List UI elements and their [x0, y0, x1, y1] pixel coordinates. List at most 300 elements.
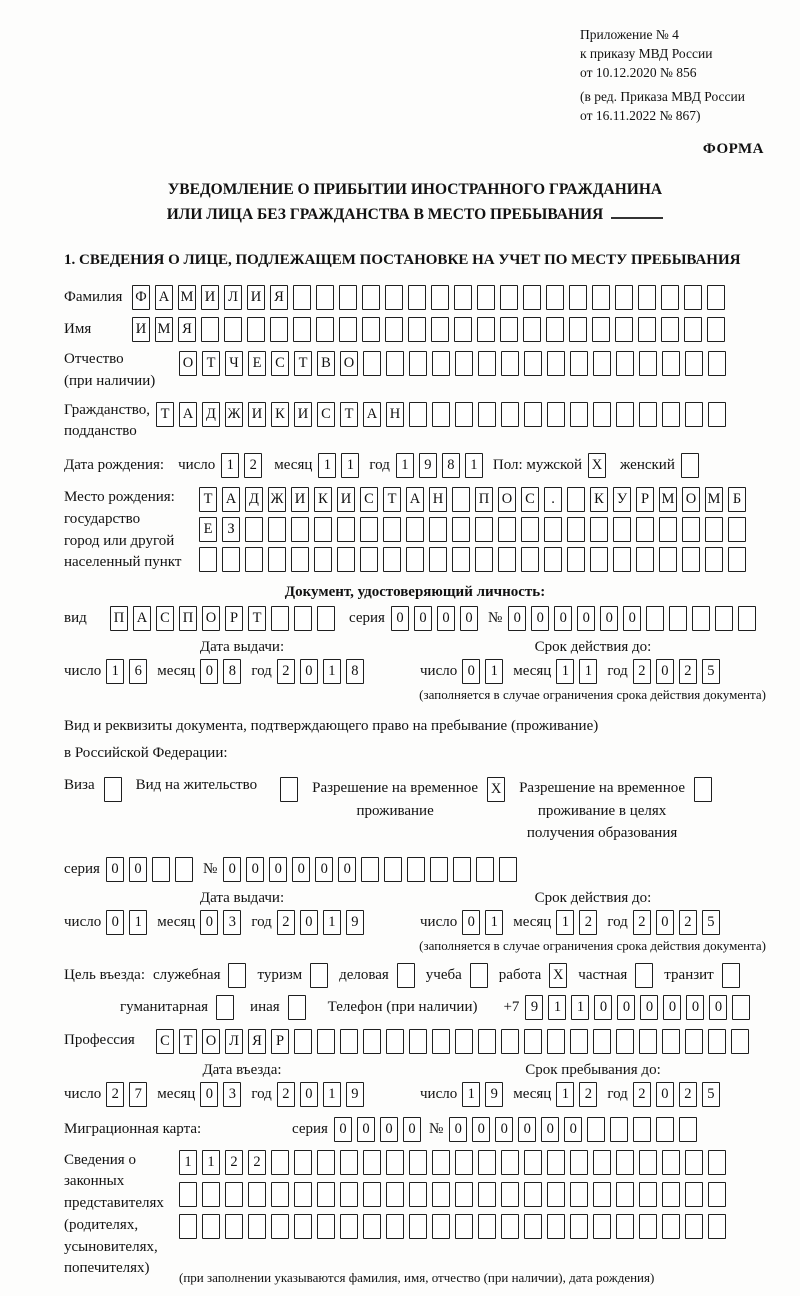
form-cell[interactable]: [225, 1182, 243, 1207]
form-cell[interactable]: [685, 1182, 703, 1207]
form-cell[interactable]: 2: [679, 659, 697, 684]
form-cell[interactable]: [475, 547, 493, 572]
form-cell[interactable]: [708, 1182, 726, 1207]
form-cell[interactable]: 1: [462, 1082, 480, 1107]
form-cell[interactable]: [707, 285, 725, 310]
form-cell[interactable]: [478, 1029, 496, 1054]
form-cell[interactable]: 0: [686, 995, 704, 1020]
form-cell[interactable]: 9: [419, 453, 437, 478]
form-cell[interactable]: 1: [106, 659, 124, 684]
form-cell[interactable]: [432, 1029, 450, 1054]
form-cell[interactable]: Н: [386, 402, 404, 427]
form-cell[interactable]: 0: [656, 659, 674, 684]
form-cell[interactable]: [500, 285, 518, 310]
form-cell[interactable]: О: [340, 351, 358, 376]
form-cell[interactable]: [646, 606, 664, 631]
form-cell[interactable]: [228, 963, 246, 988]
form-cell[interactable]: [501, 351, 519, 376]
form-cell[interactable]: 0: [106, 857, 124, 882]
form-cell[interactable]: С: [271, 351, 289, 376]
form-cell[interactable]: 1: [179, 1150, 197, 1175]
form-cell[interactable]: 1: [485, 910, 503, 935]
form-cell[interactable]: [455, 402, 473, 427]
form-cell[interactable]: О: [179, 351, 197, 376]
form-cell[interactable]: [662, 351, 680, 376]
form-cell[interactable]: [360, 517, 378, 542]
form-cell[interactable]: [201, 317, 219, 342]
form-cell[interactable]: [523, 285, 541, 310]
form-cell[interactable]: 1: [202, 1150, 220, 1175]
form-cell[interactable]: Б: [728, 487, 746, 512]
form-cell[interactable]: [293, 285, 311, 310]
form-cell[interactable]: 0: [269, 857, 287, 882]
form-cell[interactable]: [478, 1150, 496, 1175]
form-cell[interactable]: [715, 606, 733, 631]
form-cell[interactable]: [570, 1150, 588, 1175]
form-cell[interactable]: [708, 402, 726, 427]
form-cell[interactable]: [478, 351, 496, 376]
form-cell[interactable]: И: [132, 317, 150, 342]
form-cell[interactable]: [432, 1182, 450, 1207]
form-cell[interactable]: 2: [277, 1082, 295, 1107]
form-cell[interactable]: [363, 1214, 381, 1239]
form-cell[interactable]: [616, 1150, 634, 1175]
form-cell[interactable]: 2: [579, 1082, 597, 1107]
form-cell[interactable]: 0: [300, 910, 318, 935]
form-cell[interactable]: [615, 285, 633, 310]
form-cell[interactable]: [547, 1214, 565, 1239]
form-cell[interactable]: Р: [636, 487, 654, 512]
form-cell[interactable]: [616, 1029, 634, 1054]
form-cell[interactable]: И: [291, 487, 309, 512]
form-cell[interactable]: 0: [334, 1117, 352, 1142]
form-cell[interactable]: [271, 1214, 289, 1239]
form-cell[interactable]: [432, 351, 450, 376]
form-cell[interactable]: [567, 547, 585, 572]
form-cell[interactable]: 0: [531, 606, 549, 631]
form-cell[interactable]: [498, 517, 516, 542]
form-cell[interactable]: [633, 1117, 651, 1142]
form-cell[interactable]: [340, 1150, 358, 1175]
form-cell[interactable]: [501, 1214, 519, 1239]
form-cell[interactable]: [546, 285, 564, 310]
form-cell[interactable]: [546, 317, 564, 342]
form-cell[interactable]: [408, 317, 426, 342]
form-cell[interactable]: 0: [564, 1117, 582, 1142]
form-cell[interactable]: О: [202, 1029, 220, 1054]
form-cell[interactable]: [499, 857, 517, 882]
form-cell[interactable]: С: [156, 606, 174, 631]
form-cell[interactable]: [731, 1029, 749, 1054]
form-cell[interactable]: [340, 1182, 358, 1207]
form-cell[interactable]: 9: [346, 910, 364, 935]
form-cell[interactable]: 0: [709, 995, 727, 1020]
form-cell[interactable]: [317, 1150, 335, 1175]
form-cell[interactable]: А: [133, 606, 151, 631]
form-cell[interactable]: 2: [579, 910, 597, 935]
form-cell[interactable]: [544, 547, 562, 572]
form-cell[interactable]: 0: [656, 1082, 674, 1107]
form-cell[interactable]: [732, 995, 750, 1020]
form-cell[interactable]: [638, 285, 656, 310]
form-cell[interactable]: [409, 402, 427, 427]
form-cell[interactable]: [684, 317, 702, 342]
form-cell[interactable]: 0: [495, 1117, 513, 1142]
form-cell[interactable]: 6: [129, 659, 147, 684]
form-cell[interactable]: С: [317, 402, 335, 427]
form-cell[interactable]: 0: [640, 995, 658, 1020]
form-cell[interactable]: [521, 547, 539, 572]
form-cell[interactable]: [662, 1150, 680, 1175]
form-cell[interactable]: [685, 1150, 703, 1175]
form-cell[interactable]: [339, 285, 357, 310]
form-cell[interactable]: [639, 402, 657, 427]
form-cell[interactable]: 0: [200, 659, 218, 684]
form-cell[interactable]: 2: [277, 659, 295, 684]
form-cell[interactable]: [455, 1214, 473, 1239]
form-cell[interactable]: 0: [462, 910, 480, 935]
form-cell[interactable]: 0: [315, 857, 333, 882]
form-cell[interactable]: 5: [702, 1082, 720, 1107]
form-cell[interactable]: [544, 517, 562, 542]
form-cell[interactable]: 1: [571, 995, 589, 1020]
form-cell[interactable]: Ч: [225, 351, 243, 376]
form-cell[interactable]: 2: [277, 910, 295, 935]
form-cell[interactable]: [685, 1029, 703, 1054]
form-cell[interactable]: [569, 285, 587, 310]
form-cell[interactable]: [294, 1150, 312, 1175]
form-cell[interactable]: 0: [338, 857, 356, 882]
form-cell[interactable]: [679, 1117, 697, 1142]
form-cell[interactable]: [409, 1029, 427, 1054]
form-cell[interactable]: [271, 1150, 289, 1175]
form-cell[interactable]: [406, 547, 424, 572]
form-cell[interactable]: [199, 547, 217, 572]
form-cell[interactable]: [386, 1029, 404, 1054]
form-cell[interactable]: [570, 1182, 588, 1207]
form-cell[interactable]: Д: [202, 402, 220, 427]
form-cell[interactable]: 2: [244, 453, 262, 478]
form-cell[interactable]: К: [314, 487, 332, 512]
form-cell[interactable]: [363, 351, 381, 376]
form-cell[interactable]: X: [487, 777, 505, 802]
form-cell[interactable]: [455, 1029, 473, 1054]
form-cell[interactable]: 0: [223, 857, 241, 882]
form-cell[interactable]: [639, 1182, 657, 1207]
form-cell[interactable]: Е: [248, 351, 266, 376]
form-cell[interactable]: [386, 1182, 404, 1207]
form-cell[interactable]: [501, 1150, 519, 1175]
form-cell[interactable]: [202, 1214, 220, 1239]
form-cell[interactable]: 0: [414, 606, 432, 631]
form-cell[interactable]: [477, 317, 495, 342]
form-cell[interactable]: 5: [702, 659, 720, 684]
form-cell[interactable]: [430, 857, 448, 882]
form-cell[interactable]: [705, 517, 723, 542]
form-cell[interactable]: Ж: [225, 402, 243, 427]
form-cell[interactable]: С: [156, 1029, 174, 1054]
form-cell[interactable]: 0: [594, 995, 612, 1020]
form-cell[interactable]: А: [222, 487, 240, 512]
form-cell[interactable]: [362, 317, 380, 342]
form-cell[interactable]: 0: [656, 910, 674, 935]
form-cell[interactable]: [501, 1029, 519, 1054]
form-cell[interactable]: [452, 517, 470, 542]
form-cell[interactable]: 2: [106, 1082, 124, 1107]
form-cell[interactable]: [225, 1214, 243, 1239]
form-cell[interactable]: [386, 1214, 404, 1239]
form-cell[interactable]: О: [498, 487, 516, 512]
form-cell[interactable]: X: [588, 453, 606, 478]
form-cell[interactable]: [268, 517, 286, 542]
form-cell[interactable]: [662, 402, 680, 427]
form-cell[interactable]: 1: [396, 453, 414, 478]
form-cell[interactable]: [682, 547, 700, 572]
form-cell[interactable]: [708, 1029, 726, 1054]
form-cell[interactable]: [547, 402, 565, 427]
form-cell[interactable]: [501, 402, 519, 427]
form-cell[interactable]: [432, 1150, 450, 1175]
form-cell[interactable]: 2: [248, 1150, 266, 1175]
form-cell[interactable]: 0: [292, 857, 310, 882]
form-cell[interactable]: [708, 1214, 726, 1239]
form-cell[interactable]: [386, 1150, 404, 1175]
form-cell[interactable]: [409, 1150, 427, 1175]
form-cell[interactable]: С: [360, 487, 378, 512]
form-cell[interactable]: [409, 1214, 427, 1239]
form-cell[interactable]: [659, 517, 677, 542]
form-cell[interactable]: [669, 606, 687, 631]
form-cell[interactable]: [684, 285, 702, 310]
form-cell[interactable]: Т: [340, 402, 358, 427]
form-cell[interactable]: [616, 1182, 634, 1207]
form-cell[interactable]: 1: [341, 453, 359, 478]
form-cell[interactable]: [317, 1029, 335, 1054]
form-cell[interactable]: У: [613, 487, 631, 512]
form-cell[interactable]: 0: [541, 1117, 559, 1142]
form-cell[interactable]: [662, 1029, 680, 1054]
title-blank-line[interactable]: [611, 205, 663, 219]
form-cell[interactable]: 0: [200, 910, 218, 935]
form-cell[interactable]: [616, 351, 634, 376]
form-cell[interactable]: [291, 517, 309, 542]
form-cell[interactable]: [386, 351, 404, 376]
form-cell[interactable]: [547, 1150, 565, 1175]
form-cell[interactable]: П: [179, 606, 197, 631]
form-cell[interactable]: 5: [702, 910, 720, 935]
form-cell[interactable]: 1: [129, 910, 147, 935]
form-cell[interactable]: 0: [391, 606, 409, 631]
form-cell[interactable]: [409, 1182, 427, 1207]
form-cell[interactable]: [432, 402, 450, 427]
form-cell[interactable]: [524, 402, 542, 427]
form-cell[interactable]: Л: [225, 1029, 243, 1054]
form-cell[interactable]: [523, 317, 541, 342]
form-cell[interactable]: [339, 317, 357, 342]
form-cell[interactable]: [317, 606, 335, 631]
form-cell[interactable]: [524, 1182, 542, 1207]
form-cell[interactable]: [385, 317, 403, 342]
form-cell[interactable]: [455, 351, 473, 376]
form-cell[interactable]: [314, 547, 332, 572]
form-cell[interactable]: М: [705, 487, 723, 512]
form-cell[interactable]: Я: [270, 285, 288, 310]
form-cell[interactable]: [362, 285, 380, 310]
form-cell[interactable]: 1: [323, 910, 341, 935]
form-cell[interactable]: [662, 1182, 680, 1207]
form-cell[interactable]: [661, 285, 679, 310]
form-cell[interactable]: [593, 1029, 611, 1054]
form-cell[interactable]: [270, 317, 288, 342]
form-cell[interactable]: [590, 517, 608, 542]
form-cell[interactable]: [314, 517, 332, 542]
form-cell[interactable]: [728, 547, 746, 572]
form-cell[interactable]: [340, 1214, 358, 1239]
form-cell[interactable]: 1: [579, 659, 597, 684]
form-cell[interactable]: 2: [679, 1082, 697, 1107]
form-cell[interactable]: [593, 1150, 611, 1175]
form-cell[interactable]: [294, 1182, 312, 1207]
form-cell[interactable]: [175, 857, 193, 882]
form-cell[interactable]: [478, 402, 496, 427]
form-cell[interactable]: 1: [221, 453, 239, 478]
form-cell[interactable]: Е: [199, 517, 217, 542]
form-cell[interactable]: Л: [224, 285, 242, 310]
form-cell[interactable]: [615, 317, 633, 342]
form-cell[interactable]: [408, 285, 426, 310]
form-cell[interactable]: [452, 547, 470, 572]
form-cell[interactable]: Т: [294, 351, 312, 376]
form-cell[interactable]: [337, 547, 355, 572]
form-cell[interactable]: Т: [156, 402, 174, 427]
form-cell[interactable]: [409, 351, 427, 376]
form-cell[interactable]: [656, 1117, 674, 1142]
form-cell[interactable]: [104, 777, 122, 802]
form-cell[interactable]: Р: [225, 606, 243, 631]
form-cell[interactable]: [383, 547, 401, 572]
form-cell[interactable]: [291, 547, 309, 572]
form-cell[interactable]: [383, 517, 401, 542]
form-cell[interactable]: 8: [223, 659, 241, 684]
form-cell[interactable]: [570, 1029, 588, 1054]
form-cell[interactable]: [547, 1182, 565, 1207]
form-cell[interactable]: [524, 1214, 542, 1239]
form-cell[interactable]: 8: [346, 659, 364, 684]
form-cell[interactable]: Н: [429, 487, 447, 512]
form-cell[interactable]: 1: [556, 659, 574, 684]
form-cell[interactable]: 0: [554, 606, 572, 631]
form-cell[interactable]: 9: [346, 1082, 364, 1107]
form-cell[interactable]: [477, 285, 495, 310]
form-cell[interactable]: [613, 547, 631, 572]
form-cell[interactable]: [567, 487, 585, 512]
form-cell[interactable]: [453, 857, 471, 882]
form-cell[interactable]: И: [248, 402, 266, 427]
form-cell[interactable]: 0: [246, 857, 264, 882]
form-cell[interactable]: 2: [225, 1150, 243, 1175]
form-cell[interactable]: [216, 995, 234, 1020]
form-cell[interactable]: .: [544, 487, 562, 512]
form-cell[interactable]: Т: [248, 606, 266, 631]
form-cell[interactable]: [431, 317, 449, 342]
form-cell[interactable]: 0: [600, 606, 618, 631]
form-cell[interactable]: [547, 351, 565, 376]
form-cell[interactable]: А: [179, 402, 197, 427]
form-cell[interactable]: О: [682, 487, 700, 512]
form-cell[interactable]: 0: [472, 1117, 490, 1142]
form-cell[interactable]: [179, 1182, 197, 1207]
form-cell[interactable]: [294, 606, 312, 631]
form-cell[interactable]: 0: [623, 606, 641, 631]
form-cell[interactable]: [431, 285, 449, 310]
form-cell[interactable]: [406, 517, 424, 542]
form-cell[interactable]: [360, 547, 378, 572]
form-cell[interactable]: А: [406, 487, 424, 512]
form-cell[interactable]: [384, 857, 402, 882]
form-cell[interactable]: 0: [357, 1117, 375, 1142]
form-cell[interactable]: [224, 317, 242, 342]
form-cell[interactable]: 0: [300, 1082, 318, 1107]
form-cell[interactable]: [478, 1182, 496, 1207]
form-cell[interactable]: [685, 402, 703, 427]
form-cell[interactable]: 0: [518, 1117, 536, 1142]
form-cell[interactable]: 9: [485, 1082, 503, 1107]
form-cell[interactable]: [179, 1214, 197, 1239]
form-cell[interactable]: 1: [318, 453, 336, 478]
form-cell[interactable]: [524, 351, 542, 376]
form-cell[interactable]: [316, 285, 334, 310]
form-cell[interactable]: 0: [129, 857, 147, 882]
form-cell[interactable]: [248, 1214, 266, 1239]
form-cell[interactable]: [524, 1029, 542, 1054]
form-cell[interactable]: 1: [465, 453, 483, 478]
form-cell[interactable]: 0: [577, 606, 595, 631]
form-cell[interactable]: [310, 963, 328, 988]
form-cell[interactable]: [592, 285, 610, 310]
form-cell[interactable]: Ф: [132, 285, 150, 310]
form-cell[interactable]: [317, 1214, 335, 1239]
form-cell[interactable]: [501, 1182, 519, 1207]
form-cell[interactable]: [593, 402, 611, 427]
form-cell[interactable]: [616, 1214, 634, 1239]
form-cell[interactable]: Т: [383, 487, 401, 512]
form-cell[interactable]: [454, 285, 472, 310]
form-cell[interactable]: [547, 1029, 565, 1054]
form-cell[interactable]: Т: [202, 351, 220, 376]
form-cell[interactable]: [498, 547, 516, 572]
form-cell[interactable]: [708, 351, 726, 376]
form-cell[interactable]: [682, 517, 700, 542]
form-cell[interactable]: [685, 351, 703, 376]
form-cell[interactable]: [639, 1029, 657, 1054]
form-cell[interactable]: [397, 963, 415, 988]
form-cell[interactable]: В: [317, 351, 335, 376]
form-cell[interactable]: 1: [323, 659, 341, 684]
form-cell[interactable]: Т: [179, 1029, 197, 1054]
form-cell[interactable]: [708, 1150, 726, 1175]
form-cell[interactable]: 2: [633, 659, 651, 684]
form-cell[interactable]: 1: [485, 659, 503, 684]
form-cell[interactable]: [452, 487, 470, 512]
form-cell[interactable]: [294, 1214, 312, 1239]
form-cell[interactable]: [407, 857, 425, 882]
form-cell[interactable]: [590, 547, 608, 572]
form-cell[interactable]: X: [549, 963, 567, 988]
form-cell[interactable]: 2: [633, 1082, 651, 1107]
form-cell[interactable]: [635, 963, 653, 988]
form-cell[interactable]: [659, 547, 677, 572]
form-cell[interactable]: И: [201, 285, 219, 310]
